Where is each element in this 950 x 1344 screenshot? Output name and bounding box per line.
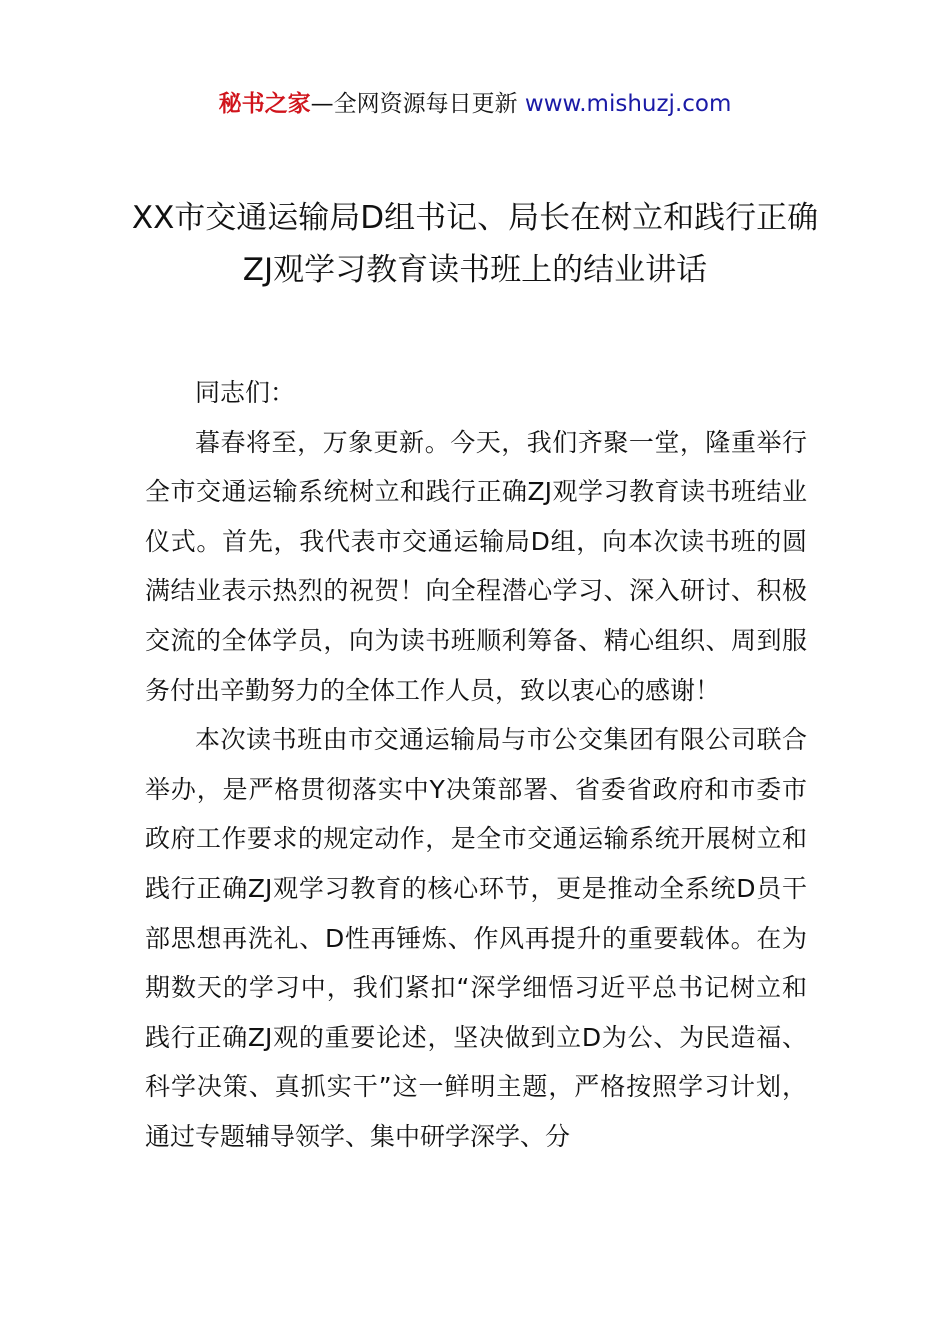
document-body [145,368,807,1162]
site-tagline: —全网资源每日更新 [310,91,518,117]
site-brand: 秘书之家 [218,91,311,117]
site-url-link[interactable]: www.mishuzj.com [524,91,732,117]
body-paragraph: 暮春将至，万象更新。今天，我们齐聚一堂，隆重举行全市交通运输系统树立和践行正确ZJ观学习教育读书班结业仪式。首先，我代表市交通运输局D组，向本次读书班的圆满结业表示热烈的祝贺！向全程潜心学习、深入研讨、积极交流的全体学员，向为读书班顺利筹备、精心组织、周到服务付出辛勤努力的全体工作人员，致以衷心的感谢！ [145,427,807,705]
document-title: XX市交通运输局D组书记、局长在树立和践行正确ZJ观学习教育读书班上的结业讲话 [131,200,819,288]
salutation: 同志们： [195,378,296,407]
body-paragraph: 本次读书班由市交通运输局与市公交集团有限公司联合举办，是严格贯彻落实中Y决策部署、省委省政府和市委市政府工作要求的规定动作，是全市交通运输系统开展树立和践行正确ZJ观学习教育的核心环节，更是推动全系统D员干部思想再洗礼、D性再锤炼、作风再提升的重要载体。在为期数天的学习中，我们紧扣“深学细悟习近平总书记树立和践行正确ZJ观的重要论述，坚决做到立D为公、为民造福、科学决策、真抓实干”这一鲜明主题，严格按照学习计划，通过专题辅导领学、集中研学深学、分 [145,725,807,1151]
site-header [0,86,950,122]
